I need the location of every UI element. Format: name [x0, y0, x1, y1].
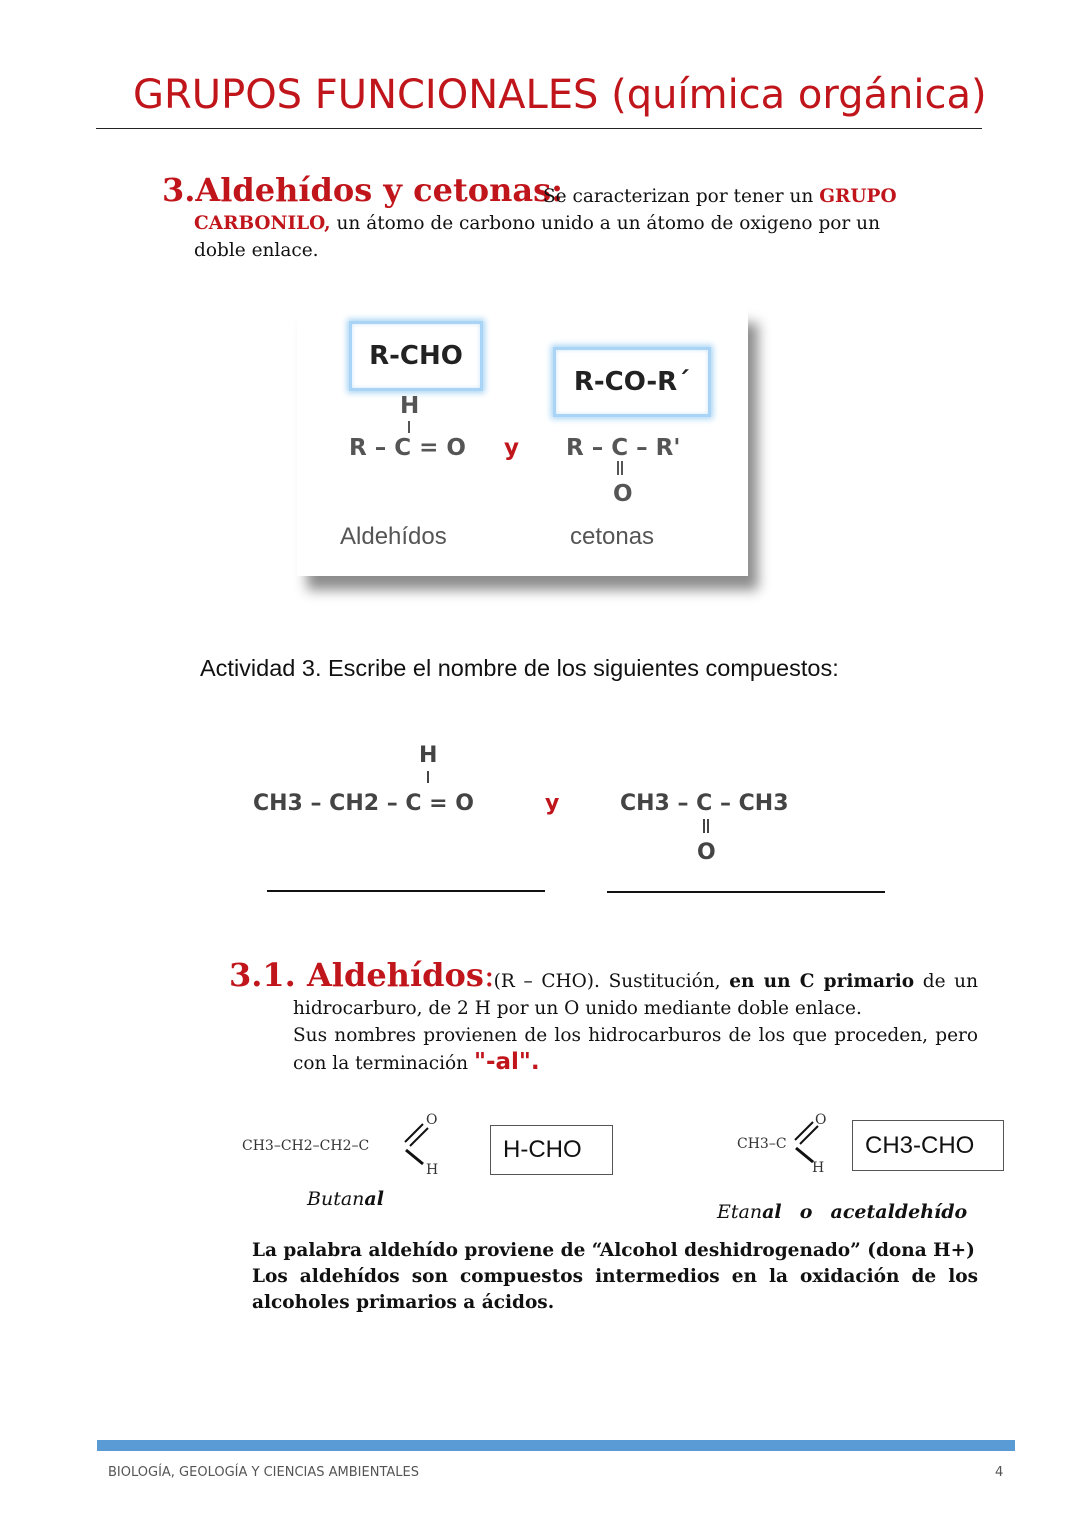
ketone-double-bond [617, 461, 623, 475]
aldehyde-formula-box: R-CHO [349, 321, 483, 391]
section-3-1-title: Aldehídos [306, 956, 484, 994]
activity-3-prompt: Actividad 3. Escribe el nombre de los siguientes compuestos: [200, 655, 839, 681]
section-3-1-number: 3.1. [229, 956, 296, 994]
compound-2-formula: CH3 – C – CH3 [620, 791, 789, 816]
butanal-caption: Butanal [307, 1188, 384, 1210]
ketone-o-atom: O [613, 481, 633, 507]
ketone-structure: R – C – R' [566, 435, 681, 461]
footer-subject: BIOLOGÍA, GEOLOGÍA Y CIENCIAS AMBIENTALES [108, 1465, 419, 1480]
carbonilo-term: CARBONILO, [194, 213, 331, 234]
section-3-1-heading: 3.1. Aldehídos: [229, 956, 495, 994]
section-3-rest: un átomo de carbono unido a un átomo de oxigeno por un doble enlace. [194, 213, 880, 261]
aldehyde-structure: R – C = O [349, 435, 466, 461]
section-3-title: Aldehídos y cetonas: [195, 171, 563, 209]
title-divider [96, 128, 982, 129]
formula-box-1: H-CHO [490, 1125, 613, 1175]
activity-connector: y [545, 791, 560, 816]
section-3-number: 3. [162, 171, 196, 209]
etanal-caption: Etanal o acetaldehído [717, 1201, 968, 1223]
aldehyde-notes [252, 1238, 978, 1316]
ketone-label: cetonas [570, 523, 655, 550]
note-line-1: La palabra aldehído proviene de “Alcohol deshidrogenado” (dona H+) [252, 1240, 975, 1261]
aldehyde-h-atom: H [400, 393, 420, 419]
al-ending: "-al". [473, 1049, 540, 1075]
note-line-2: Los aldehídos son compuestos intermedios en la oxidación de los alcoholes primarios a ácidos. [252, 1266, 978, 1313]
compound-2-o-atom: O [697, 840, 716, 865]
compound-1-single-bond [427, 771, 429, 783]
ketone-formula-box: R-CO-R´ [553, 347, 711, 417]
compound-2-double-bond [703, 819, 709, 833]
compound-1-formula: CH3 – CH2 – C = O [253, 791, 474, 816]
section-3-lead-line: Se caracterizan por tener un GRUPO [543, 186, 897, 207]
answer-line-1[interactable] [267, 890, 545, 892]
diagram-connector: y [504, 435, 519, 461]
page-title: GRUPOS FUNCIONALES (química orgánica) [133, 72, 987, 118]
aldehyde-label: Aldehídos [340, 523, 447, 550]
answer-line-2[interactable] [607, 891, 885, 893]
aldehyde-single-bond [408, 421, 410, 433]
compound-1-h-atom: H [419, 743, 438, 768]
formula-box-2: CH3-CHO [852, 1120, 1004, 1171]
section-3-1-description: (R – CHO). Sustitución, en un C primario de un hidrocarburo, de 2 H por un O unido mediante doble enlace. Sus nombres provienen de los hidrocarburos de los que proceden, pero con la terminación "-al". [293, 971, 978, 1075]
footer-bar [97, 1440, 1015, 1451]
page-number: 4 [995, 1465, 1004, 1480]
section-3-description [194, 183, 934, 264]
butanal-bonds [240, 1112, 445, 1182]
aldehyde-ketone-diagram [297, 309, 748, 576]
butanal-structure: CH3–CH2–CH2–C O H [240, 1112, 445, 1182]
etanal-structure: CH3–C O H [735, 1112, 835, 1182]
